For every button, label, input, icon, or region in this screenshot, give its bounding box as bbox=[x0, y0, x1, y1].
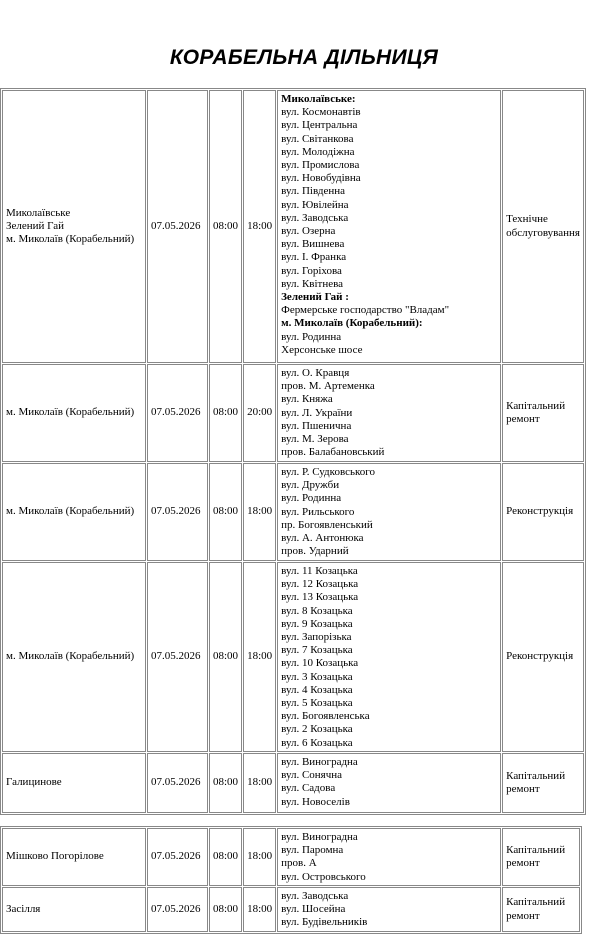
street-item: вул. Будівельників bbox=[281, 916, 368, 929]
end-time: 18:00 bbox=[247, 505, 273, 518]
table-row bbox=[2, 90, 584, 363]
work-type: Капітальний bbox=[506, 769, 566, 782]
streets-cell bbox=[277, 887, 501, 932]
end-time-cell bbox=[243, 887, 276, 932]
settlement-name: м. Миколаїв (Корабельний) bbox=[6, 233, 135, 246]
work-type: Технічне bbox=[506, 213, 548, 226]
streets-cell bbox=[277, 90, 501, 363]
date-cell bbox=[147, 90, 208, 363]
end-time: 20:00 bbox=[247, 406, 273, 419]
street-item: вул. Л. України bbox=[281, 406, 353, 419]
street-item: вул. Заводська bbox=[281, 890, 349, 902]
work-type-cell bbox=[502, 90, 584, 363]
outage-table-secondary bbox=[0, 826, 582, 934]
street-item: вул. 5 Козацька bbox=[281, 697, 353, 710]
work-type: ремонт bbox=[506, 857, 540, 869]
street-item: вул. Заводська bbox=[281, 211, 349, 224]
settlement-name: Зелений Гай bbox=[6, 219, 65, 232]
street-item: вул. Центральна bbox=[281, 119, 358, 132]
date-cell bbox=[147, 562, 208, 752]
work-type: Реконструкція bbox=[506, 505, 574, 518]
street-item: вул. Квітнева bbox=[281, 277, 344, 290]
street-item: вул. Світанкова bbox=[281, 132, 354, 145]
work-type: Капітальний bbox=[506, 896, 566, 909]
street-item: вул. Садова bbox=[281, 782, 336, 795]
work-type: Реконструкція bbox=[506, 650, 574, 663]
table-row bbox=[2, 364, 584, 462]
settlement-cell bbox=[2, 364, 146, 462]
settlement-cell bbox=[2, 562, 146, 752]
street-item: пров. М. Артеменка bbox=[281, 380, 375, 393]
street-item: вул. Космонавтів bbox=[281, 106, 361, 119]
start-time-cell bbox=[209, 562, 242, 752]
street-item: вул. 12 Козацька bbox=[281, 578, 359, 591]
street-item: вул. 9 Козацька bbox=[281, 617, 353, 630]
settlement-cell bbox=[2, 463, 146, 561]
work-type-cell bbox=[502, 463, 584, 561]
date-value: 07.05.2026 bbox=[151, 776, 201, 789]
street-item: вул. 11 Козацька bbox=[281, 565, 358, 577]
street-item: пров. Балабановський bbox=[281, 446, 385, 459]
street-item: вул. 2 Козацька bbox=[281, 723, 353, 736]
street-item: вул. М. Зерова bbox=[281, 433, 349, 446]
streets-cell bbox=[277, 562, 501, 752]
settlement-cell bbox=[2, 828, 146, 886]
street-item: вул. Княжа bbox=[281, 393, 333, 406]
street-item: вул. Пшенична bbox=[281, 419, 352, 432]
date-value: 07.05.2026 bbox=[151, 650, 201, 663]
locality-header: Зелений Гай : bbox=[281, 291, 349, 304]
street-item: вул. Виноградна bbox=[281, 756, 358, 768]
street-item: вул. А. Антонюка bbox=[281, 532, 364, 545]
page-title: КОРАБЕЛЬНА ДІЛЬНИЦЯ bbox=[169, 46, 439, 69]
streets-cell bbox=[277, 364, 501, 462]
date-value: 07.05.2026 bbox=[151, 406, 201, 419]
street-item: вул. Рильського bbox=[281, 505, 355, 518]
work-type: Капітальний bbox=[506, 843, 566, 856]
settlement-name: м. Миколаїв (Корабельний) bbox=[6, 406, 135, 419]
settlement-name: м. Миколаїв (Корабельний) bbox=[6, 505, 135, 518]
settlement-name: м. Миколаїв (Корабельний) bbox=[6, 650, 135, 663]
street-item: вул. 7 Козацька bbox=[281, 644, 353, 657]
street-item: вул. Новобудівна bbox=[281, 172, 361, 185]
settlement-name: Засілля bbox=[6, 902, 41, 915]
settlement-name: Галицинове bbox=[6, 776, 62, 789]
end-time: 18:00 bbox=[247, 219, 273, 232]
date-cell bbox=[147, 753, 208, 813]
settlement-cell bbox=[2, 90, 146, 363]
end-time: 18:00 bbox=[247, 850, 273, 863]
work-type-cell bbox=[502, 887, 580, 932]
start-time-cell bbox=[209, 887, 242, 932]
street-item: вул. Молодіжна bbox=[281, 145, 355, 158]
start-time: 08:00 bbox=[213, 650, 239, 663]
end-time-cell bbox=[243, 463, 276, 561]
settlement-name: Мішково Погорілове bbox=[6, 850, 104, 863]
street-item: вул. Запорізька bbox=[281, 631, 352, 644]
start-time-cell bbox=[209, 828, 242, 886]
street-item: вул. Сонячна bbox=[281, 769, 343, 782]
work-type-cell bbox=[502, 562, 584, 752]
end-time-cell bbox=[243, 828, 276, 886]
street-item: вул. Богоявленська bbox=[281, 710, 370, 723]
settlement-name: Миколаївське bbox=[6, 206, 71, 219]
work-type: Капітальний bbox=[506, 399, 566, 412]
end-time: 18:00 bbox=[247, 776, 273, 789]
street-item: вул. 13 Козацька bbox=[281, 591, 359, 604]
date-value: 07.05.2026 bbox=[151, 219, 201, 232]
street-item: Херсонське шосе bbox=[281, 343, 363, 356]
streets-cell bbox=[277, 828, 501, 886]
street-item: вул. Горіхова bbox=[281, 264, 342, 277]
street-item: вул. Шосейна bbox=[281, 903, 346, 916]
settlement-cell bbox=[2, 753, 146, 813]
date-value: 07.05.2026 bbox=[151, 902, 201, 915]
street-item: пр. Богоявленський bbox=[281, 518, 373, 531]
street-item: вул. 3 Козацька bbox=[281, 670, 353, 683]
start-time: 08:00 bbox=[213, 505, 239, 518]
work-type: обслуговування bbox=[506, 226, 580, 239]
table-row bbox=[2, 463, 584, 561]
start-time: 08:00 bbox=[213, 850, 239, 863]
street-item: вул. 6 Козацька bbox=[281, 736, 353, 749]
date-cell bbox=[147, 887, 208, 932]
end-time-cell bbox=[243, 364, 276, 462]
date-cell bbox=[147, 463, 208, 561]
street-item: вул. Паромна bbox=[281, 844, 344, 857]
start-time: 08:00 bbox=[213, 219, 239, 232]
work-type: ремонт bbox=[506, 909, 540, 922]
street-item: вул. Вишнева bbox=[281, 238, 345, 251]
settlement-cell bbox=[2, 887, 146, 932]
street-item: вул. І. Франка bbox=[281, 251, 347, 264]
street-item: вул. Ювілейна bbox=[281, 198, 349, 211]
street-item: вул. 10 Козацька bbox=[281, 657, 359, 670]
date-value: 07.05.2026 bbox=[151, 850, 201, 863]
street-item: вул. Виноградна bbox=[281, 831, 358, 843]
start-time-cell bbox=[209, 753, 242, 813]
street-item: вул. 8 Козацька bbox=[281, 604, 353, 617]
table-row bbox=[2, 562, 584, 752]
date-cell bbox=[147, 364, 208, 462]
work-type: ремонт bbox=[506, 783, 540, 795]
table-row bbox=[2, 887, 580, 932]
work-type-cell bbox=[502, 828, 580, 886]
end-time-cell bbox=[243, 753, 276, 813]
table-row bbox=[2, 828, 580, 886]
street-item: вул. Родинна bbox=[281, 330, 342, 343]
start-time-cell bbox=[209, 90, 242, 363]
date-cell bbox=[147, 828, 208, 886]
date-value: 07.05.2026 bbox=[151, 505, 201, 518]
street-item: вул. Островського bbox=[281, 870, 366, 883]
street-item: пров. А bbox=[281, 857, 317, 870]
street-item: вул. Південна bbox=[281, 185, 346, 198]
street-item: вул. 4 Козацька bbox=[281, 683, 353, 696]
locality-header: Миколаївське: bbox=[281, 93, 356, 105]
streets-cell bbox=[277, 753, 501, 813]
end-time-cell bbox=[243, 90, 276, 363]
street-item: вул. О. Кравця bbox=[281, 367, 350, 379]
street-item: вул. Новоселів bbox=[281, 795, 350, 808]
street-item: Фермерське господарство "Владам" bbox=[281, 304, 450, 317]
end-time: 18:00 bbox=[247, 650, 273, 663]
street-item: вул. Озерна bbox=[281, 225, 336, 238]
locality-header: м. Миколаїв (Корабельний): bbox=[281, 317, 423, 330]
street-item: пров. Ударний bbox=[281, 545, 349, 558]
work-type-cell bbox=[502, 753, 584, 813]
end-time-cell bbox=[243, 562, 276, 752]
work-type-cell bbox=[502, 364, 584, 462]
street-item: вул. Родинна bbox=[281, 492, 342, 505]
end-time: 18:00 bbox=[247, 902, 273, 915]
work-type: ремонт bbox=[506, 413, 540, 425]
start-time: 08:00 bbox=[213, 902, 239, 915]
table-row bbox=[2, 753, 584, 813]
start-time-cell bbox=[209, 364, 242, 462]
street-item: вул. Промислова bbox=[281, 159, 360, 172]
start-time-cell bbox=[209, 463, 242, 561]
street-item: вул. Дружби bbox=[281, 479, 340, 492]
start-time: 08:00 bbox=[213, 776, 239, 789]
street-item: вул. Р. Судковського bbox=[281, 466, 375, 478]
start-time: 08:00 bbox=[213, 406, 239, 419]
streets-cell bbox=[277, 463, 501, 561]
outage-table-main bbox=[0, 88, 586, 815]
